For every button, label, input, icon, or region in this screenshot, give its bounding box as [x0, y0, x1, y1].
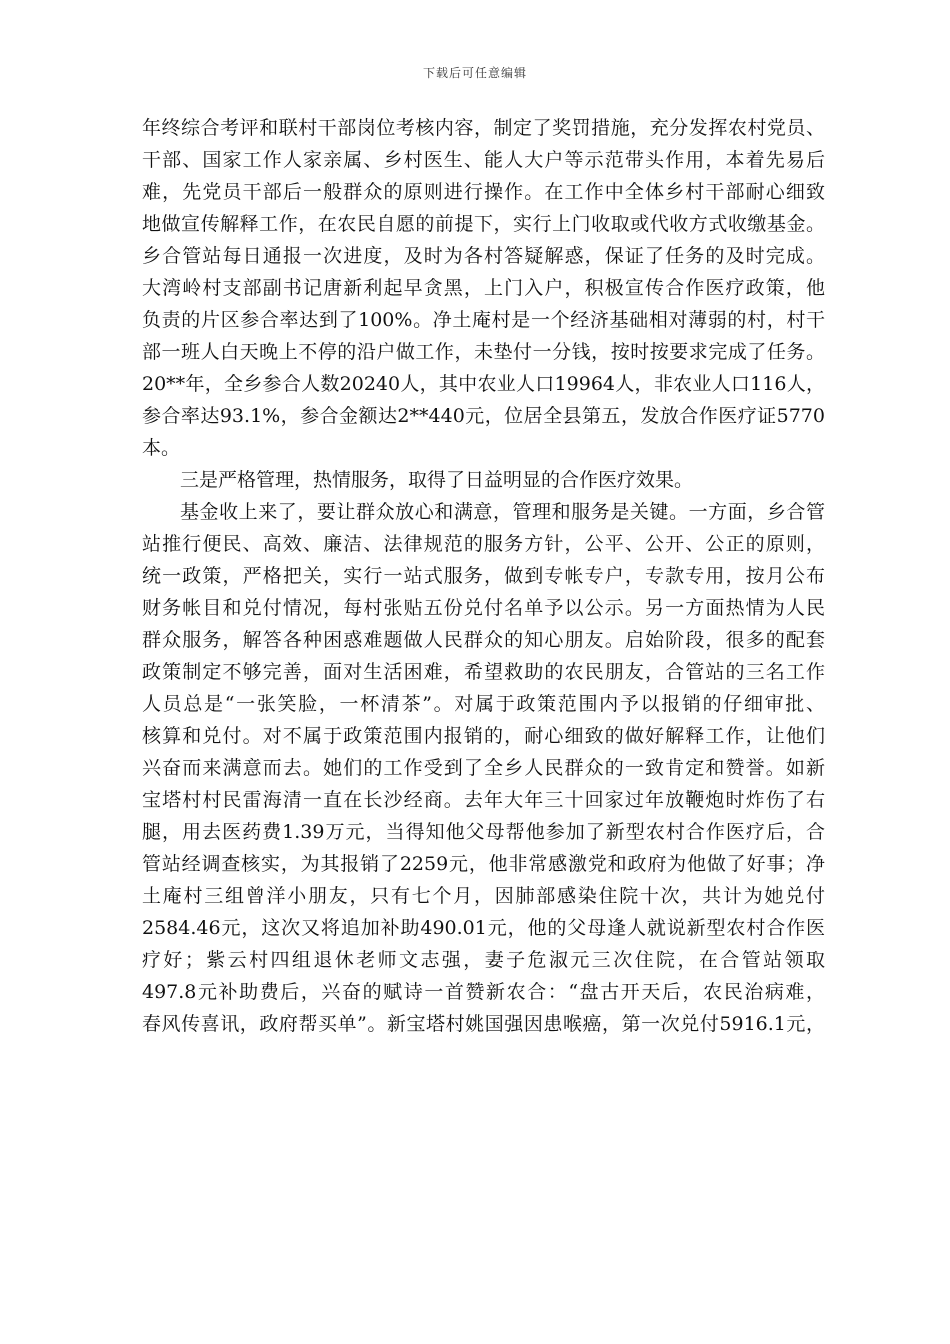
- text-line: 群众服务，解答各种困惑难题做人民群众的知心朋友。启始阶段，很多的配套: [142, 629, 825, 651]
- text-line: 难，先党员干部后一般群众的原则进行操作。在工作中全体乡村干部耐心细致: [142, 181, 825, 203]
- text-line: 大湾岭村支部副书记唐新利起早贪黑，上门入户，积极宣传合作医疗政策，他: [142, 277, 825, 299]
- section-heading: 三是严格管理，热情服务，取得了日益明显的合作医疗效果。: [180, 469, 694, 491]
- text-line: 2584.46元，这次又将追加补助490.01元，他的父母逢人就说新型农村合作医: [142, 917, 825, 939]
- paragraph-1: [142, 112, 825, 464]
- text-line: 497.8元补助费后，兴奋的赋诗一首赞新农合：“盘古开天后，农民治病难，: [142, 981, 825, 1003]
- text-line: 20**年，全乡参合人数20240人，其中农业人口19964人，非农业人口116人，: [142, 373, 825, 395]
- text-line: 春风传喜讯，政府帮买单”。新宝塔村姚国强因患喉癌，第一次兑付5916.1元，: [142, 1013, 825, 1035]
- text-line: 本。: [142, 437, 181, 459]
- text-line: 干部、国家工作人家亲属、乡村医生、能人大户等示范带头作用，本着先易后: [142, 149, 825, 171]
- text-line: 年终综合考评和联村干部岗位考核内容，制定了奖罚措施，充分发挥农村党员、: [142, 117, 825, 139]
- paragraph-3: [142, 496, 825, 1040]
- text-line: 地做宣传解释工作，在农民自愿的前提下，实行上门收取或代收方式收缴基金。: [142, 213, 825, 235]
- text-line: 土庵村三组曾洋小朋友，只有七个月，因肺部感染住院十次，共计为她兑付: [142, 885, 825, 907]
- text-line: 宝塔村村民雷海清一直在长沙经商。去年大年三十回家过年放鞭炮时炸伤了右: [142, 789, 825, 811]
- text-line: 疗好；紫云村四组退休老师文志强，妻子危淑元三次住院，在合管站领取: [142, 949, 825, 971]
- page-header: 下载后可任意编辑: [422, 66, 527, 80]
- text-line: 核算和兑付。对不属于政策范围内报销的，耐心细致的做好解释工作，让他们: [142, 725, 825, 747]
- text-line: 兴奋而来满意而去。她们的工作受到了全乡人民群众的一致肯定和赞誉。如新: [142, 757, 825, 779]
- text-line: 负责的片区参合率达到了100%。净土庵村是一个经济基础相对薄弱的村，村干: [142, 309, 825, 331]
- text-line: 人员总是“一张笑脸，一杯清茶”。对属于政策范围内予以报销的仔细审批、: [142, 693, 825, 715]
- text-line: 部一班人白天晚上不停的沿户做工作，未垫付一分钱，按时按要求完成了任务。: [142, 341, 825, 363]
- text-line: 参合率达93.1%，参合金额达2**440元，位居全县第五，发放合作医疗证5770: [142, 405, 825, 427]
- text-line: 政策制定不够完善，面对生活困难，希望救助的农民朋友，合管站的三名工作: [142, 661, 825, 683]
- text-line: 腿，用去医药费1.39万元，当得知他父母帮他参加了新型农村合作医疗后，合: [142, 821, 825, 843]
- paragraph-2: [142, 464, 825, 496]
- text-line: 基金收上来了，要让群众放心和满意，管理和服务是关键。一方面，乡合管: [180, 501, 825, 523]
- document-body: [142, 112, 825, 1040]
- text-line: 财务帐目和兑付情况，每村张贴五份兑付名单予以公示。另一方面热情为人民: [142, 597, 825, 619]
- text-line: 统一政策，严格把关，实行一站式服务，做到专帐专户，专款专用，按月公布: [142, 565, 825, 587]
- text-line: 管站经调查核实，为其报销了2259元，他非常感激党和政府为他做了好事；净: [142, 853, 825, 875]
- text-line: 站推行便民、高效、廉洁、法律规范的服务方针，公平、公开、公正的原则，: [142, 533, 825, 555]
- text-line: 乡合管站每日通报一次进度，及时为各村答疑解惑，保证了任务的及时完成。: [142, 245, 825, 267]
